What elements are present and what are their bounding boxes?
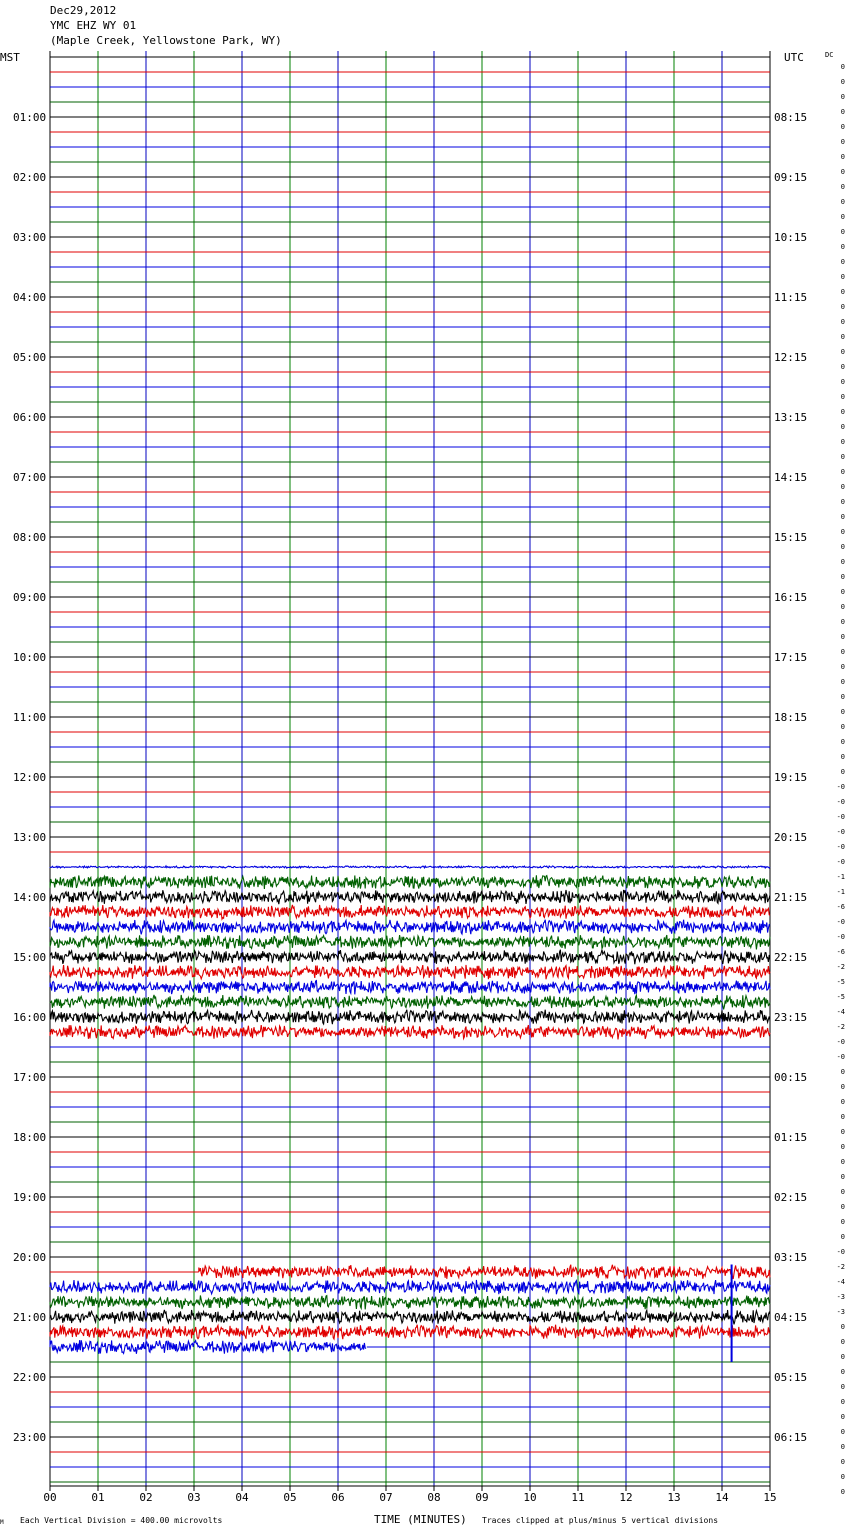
dc-offset-label: 0 bbox=[840, 108, 845, 116]
x-tick-label: 06 bbox=[331, 1491, 345, 1504]
dc-offset-label: 0 bbox=[840, 1428, 845, 1436]
dc-offset-label: 0 bbox=[840, 1113, 845, 1121]
dc-offset-label: 0 bbox=[840, 78, 845, 86]
seismic-trace bbox=[50, 875, 770, 889]
dc-offset-label: 0 bbox=[840, 1458, 845, 1466]
seismic-trace bbox=[50, 980, 770, 994]
dc-offset-label: 0 bbox=[840, 498, 845, 506]
right-hour-label: 08:15 bbox=[774, 111, 808, 124]
right-hour-label: 00:15 bbox=[774, 1071, 808, 1084]
left-hour-label: 19:00 bbox=[13, 1191, 47, 1204]
dc-offset-label: 0 bbox=[840, 618, 845, 626]
dc-offset-label: -6 bbox=[836, 903, 845, 911]
left-hour-label: 22:00 bbox=[13, 1371, 47, 1384]
right-hour-label: 01:15 bbox=[774, 1131, 808, 1144]
dc-offset-label: 0 bbox=[840, 1098, 845, 1106]
right-hour-label: 06:15 bbox=[774, 1431, 808, 1444]
right-hour-label: 09:15 bbox=[774, 171, 808, 184]
dc-offset-label: 0 bbox=[840, 198, 845, 206]
x-tick-label: 13 bbox=[667, 1491, 681, 1504]
right-hour-label: 21:15 bbox=[774, 891, 808, 904]
seismic-trace bbox=[50, 1295, 770, 1309]
dc-offset-label: 0 bbox=[840, 753, 845, 761]
left-hour-label: 10:00 bbox=[13, 651, 47, 664]
dc-offset-label: 0 bbox=[840, 1083, 845, 1091]
seismic-trace bbox=[50, 1280, 770, 1294]
dc-offset-label: -4 bbox=[836, 1008, 845, 1016]
dc-offset-label: -2 bbox=[836, 963, 845, 971]
left-hour-label: 23:00 bbox=[13, 1431, 47, 1444]
dc-offset-label: 0 bbox=[840, 483, 845, 491]
dc-offset-label: 0 bbox=[840, 1173, 845, 1181]
trace-rows bbox=[50, 57, 770, 1482]
dc-offset-label: 0 bbox=[840, 723, 845, 731]
dc-offset-label: -0 bbox=[836, 858, 845, 866]
dc-offset-label: 0 bbox=[840, 1143, 845, 1151]
dc-offset-label: 0 bbox=[840, 243, 845, 251]
dc-offset-label: 0 bbox=[840, 768, 845, 776]
dc-offset-label: 0 bbox=[840, 393, 845, 401]
left-hour-label: 13:00 bbox=[13, 831, 47, 844]
dc-offset-label: 0 bbox=[840, 1473, 845, 1481]
clip-note: Traces clipped at plus/minus 5 vertical divisions bbox=[482, 1516, 719, 1525]
left-hour-label: 20:00 bbox=[13, 1251, 47, 1264]
dc-offset-label: -0 bbox=[836, 933, 845, 941]
x-tick-label: 00 bbox=[43, 1491, 57, 1504]
dc-offset-label: 0 bbox=[840, 228, 845, 236]
dc-offset-label: 0 bbox=[840, 438, 845, 446]
left-hour-label: 21:00 bbox=[13, 1311, 47, 1324]
dc-offset-label: 0 bbox=[840, 258, 845, 266]
dc-offset-label: 0 bbox=[840, 678, 845, 686]
dc-offset-label: 0 bbox=[840, 138, 845, 146]
right-hour-label: 03:15 bbox=[774, 1251, 808, 1264]
left-hour-label: 15:00 bbox=[13, 951, 47, 964]
dc-offset-label: 0 bbox=[840, 1323, 845, 1331]
right-hour-label: 14:15 bbox=[774, 471, 808, 484]
right-hour-label: 19:15 bbox=[774, 771, 808, 784]
right-hour-label: 05:15 bbox=[774, 1371, 808, 1384]
left-hour-label: 04:00 bbox=[13, 291, 47, 304]
right-hour-label: 04:15 bbox=[774, 1311, 808, 1324]
dc-column-label: DC bbox=[825, 51, 834, 59]
dc-offset-label: 0 bbox=[840, 543, 845, 551]
right-hour-label: 17:15 bbox=[774, 651, 808, 664]
left-hour-label: 01:00 bbox=[13, 111, 47, 124]
dc-offset-label: 0 bbox=[840, 1338, 845, 1346]
dc-offset-label: 0 bbox=[840, 408, 845, 416]
dc-offset-label: 0 bbox=[840, 513, 845, 521]
dc-offset-label: 0 bbox=[840, 333, 845, 341]
left-hour-label: 02:00 bbox=[13, 171, 47, 184]
dc-offset-label: -5 bbox=[836, 978, 845, 986]
dc-offset-label: -0 bbox=[836, 783, 845, 791]
seismic-trace bbox=[50, 866, 770, 868]
dc-offset-label: -5 bbox=[836, 993, 845, 1001]
dc-offset-label: 0 bbox=[840, 708, 845, 716]
dc-offset-label: 0 bbox=[840, 693, 845, 701]
dc-offset-label: 0 bbox=[840, 1353, 845, 1361]
dc-offset-label: -1 bbox=[836, 888, 845, 896]
dc-offset-label: 0 bbox=[840, 63, 845, 71]
dc-offset-label: 0 bbox=[840, 1188, 845, 1196]
dc-offset-label: 0 bbox=[840, 1488, 845, 1496]
dc-offset-label: 0 bbox=[840, 183, 845, 191]
dc-offset-label: 0 bbox=[840, 1128, 845, 1136]
seismic-trace bbox=[50, 935, 770, 949]
dc-offset-label: 0 bbox=[840, 663, 845, 671]
corner-mark: M bbox=[0, 1519, 4, 1526]
dc-offset-label: 0 bbox=[840, 738, 845, 746]
dc-offset-label: 0 bbox=[840, 453, 845, 461]
dc-offset-label: 0 bbox=[840, 1203, 845, 1211]
left-hour-label: 17:00 bbox=[13, 1071, 47, 1084]
dc-offset-label: 0 bbox=[840, 588, 845, 596]
dc-offset-label: 0 bbox=[840, 1218, 845, 1226]
dc-offset-label: -0 bbox=[836, 843, 845, 851]
left-hour-label: 14:00 bbox=[13, 891, 47, 904]
dc-offset-label: -1 bbox=[836, 873, 845, 881]
right-hour-label: 12:15 bbox=[774, 351, 808, 364]
dc-offset-label: 0 bbox=[840, 648, 845, 656]
x-axis-title: TIME (MINUTES) bbox=[374, 1513, 467, 1526]
dc-offset-label: 0 bbox=[840, 603, 845, 611]
left-hour-label: 03:00 bbox=[13, 231, 47, 244]
dc-offset-label: 0 bbox=[840, 573, 845, 581]
seismic-trace bbox=[50, 1025, 770, 1039]
right-hour-label: 10:15 bbox=[774, 231, 808, 244]
dc-offset-label: -0 bbox=[836, 798, 845, 806]
dc-offset-label: -3 bbox=[836, 1293, 845, 1301]
x-tick-label: 01 bbox=[91, 1491, 105, 1504]
dc-offset-label: 0 bbox=[840, 633, 845, 641]
seismic-trace bbox=[50, 995, 770, 1009]
dc-offset-label: 0 bbox=[840, 1398, 845, 1406]
left-hour-label: 16:00 bbox=[13, 1011, 47, 1024]
dc-offset-label: 0 bbox=[840, 363, 845, 371]
dc-offset-label: 0 bbox=[840, 213, 845, 221]
x-tick-label: 03 bbox=[187, 1491, 201, 1504]
left-hour-label: 11:00 bbox=[13, 711, 47, 724]
seismic-trace bbox=[199, 1265, 770, 1280]
dc-offset-label: 0 bbox=[840, 1233, 845, 1241]
dc-offset-label: 0 bbox=[840, 468, 845, 476]
dc-offset-label: 0 bbox=[840, 528, 845, 536]
dc-offset-label: -0 bbox=[836, 828, 845, 836]
dc-offset-label: -2 bbox=[836, 1263, 845, 1271]
dc-offset-label: 0 bbox=[840, 348, 845, 356]
seismic-trace bbox=[50, 890, 770, 904]
dc-offset-label: -0 bbox=[836, 918, 845, 926]
seismic-trace bbox=[50, 1010, 770, 1025]
right-hour-label: 13:15 bbox=[774, 411, 808, 424]
left-hour-label: 12:00 bbox=[13, 771, 47, 784]
dc-offset-label: -0 bbox=[836, 813, 845, 821]
x-tick-label: 07 bbox=[379, 1491, 393, 1504]
right-hour-label: 16:15 bbox=[774, 591, 808, 604]
dc-offset-label: -2 bbox=[836, 1023, 845, 1031]
dc-offset-label: -0 bbox=[836, 1053, 845, 1061]
left-timezone-label: MST bbox=[0, 51, 20, 64]
x-tick-label: 14 bbox=[715, 1491, 729, 1504]
dc-offset-label: 0 bbox=[840, 93, 845, 101]
left-hour-label: 18:00 bbox=[13, 1131, 47, 1144]
left-hour-label: 05:00 bbox=[13, 351, 47, 364]
seismic-trace bbox=[50, 1310, 770, 1324]
dc-offset-label: -0 bbox=[836, 1248, 845, 1256]
seismic-trace bbox=[50, 920, 770, 935]
x-tick-label: 08 bbox=[427, 1491, 441, 1504]
x-tick-label: 10 bbox=[523, 1491, 537, 1504]
dc-offset-label: 0 bbox=[840, 1443, 845, 1451]
dc-offset-label: -3 bbox=[836, 1308, 845, 1316]
right-hour-label: 20:15 bbox=[774, 831, 808, 844]
left-hour-label: 08:00 bbox=[13, 531, 47, 544]
dc-offset-label: 0 bbox=[840, 123, 845, 131]
x-tick-label: 02 bbox=[139, 1491, 153, 1504]
x-tick-label: 12 bbox=[619, 1491, 633, 1504]
station-code: YMC EHZ WY 01 bbox=[50, 19, 137, 32]
dc-offset-label: 0 bbox=[840, 288, 845, 296]
dc-offset-label: 0 bbox=[840, 1383, 845, 1391]
dc-offset-label: -6 bbox=[836, 948, 845, 956]
right-timezone-label: UTC bbox=[784, 51, 804, 64]
dc-offset-label: 0 bbox=[840, 1368, 845, 1376]
dc-offset-label: 0 bbox=[840, 378, 845, 386]
dc-offset-label: 0 bbox=[840, 1068, 845, 1076]
vertical-division-scale: Each Vertical Division = 400.00 microvolts bbox=[20, 1516, 223, 1525]
x-tick-label: 11 bbox=[571, 1491, 585, 1504]
record-date: Dec29,2012 bbox=[50, 4, 117, 17]
dc-offset-label: 0 bbox=[840, 1158, 845, 1166]
x-tick-label: 15 bbox=[763, 1491, 777, 1504]
dc-offset-label: 0 bbox=[840, 303, 845, 311]
dc-offset-label: 0 bbox=[840, 273, 845, 281]
dc-offset-label: 0 bbox=[840, 558, 845, 566]
seismic-trace bbox=[50, 950, 770, 965]
right-hour-label: 23:15 bbox=[774, 1011, 808, 1024]
x-tick-label: 09 bbox=[475, 1491, 489, 1504]
seismic-trace bbox=[50, 905, 770, 919]
left-hour-label: 09:00 bbox=[13, 591, 47, 604]
seismic-trace bbox=[50, 965, 770, 979]
dc-offset-label: 0 bbox=[840, 153, 845, 161]
station-location: (Maple Creek, Yellowstone Park, WY) bbox=[50, 34, 282, 47]
dc-offset-label: 0 bbox=[840, 423, 845, 431]
seismic-trace bbox=[50, 1340, 366, 1354]
x-tick-label: 04 bbox=[235, 1491, 249, 1504]
right-hour-label: 18:15 bbox=[774, 711, 808, 724]
right-hour-label: 02:15 bbox=[774, 1191, 808, 1204]
dc-offset-label: 0 bbox=[840, 168, 845, 176]
left-hour-label: 07:00 bbox=[13, 471, 47, 484]
dc-offset-label: -0 bbox=[836, 1038, 845, 1046]
dc-offset-label: 0 bbox=[840, 318, 845, 326]
left-hour-label: 06:00 bbox=[13, 411, 47, 424]
right-hour-label: 15:15 bbox=[774, 531, 808, 544]
right-hour-label: 11:15 bbox=[774, 291, 808, 304]
seismic-trace bbox=[50, 1325, 770, 1340]
dc-offset-label: -4 bbox=[836, 1278, 845, 1286]
dc-offset-label: 0 bbox=[840, 1413, 845, 1421]
x-tick-label: 05 bbox=[283, 1491, 297, 1504]
right-hour-label: 22:15 bbox=[774, 951, 808, 964]
